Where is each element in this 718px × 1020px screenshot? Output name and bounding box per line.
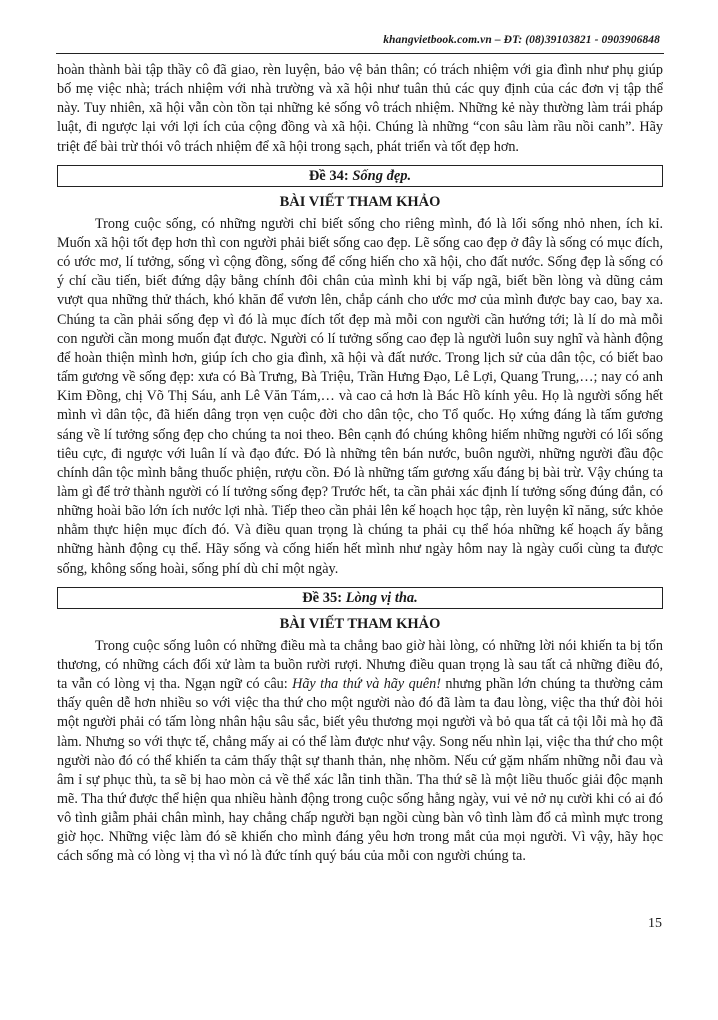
- topic-label: Đề 34:: [308, 167, 349, 184]
- topic-box-34: [57, 165, 663, 187]
- section-heading-34: BÀI VIẾT THAM KHẢO: [279, 193, 441, 210]
- page-content: [57, 61, 663, 867]
- proverb-quote: Hãy tha thứ và hãy quên!: [292, 676, 441, 693]
- intro-paragraph: hoàn thành bài tập thầy cô đã giao, rèn luyện, bảo vệ bản thân; có trách nhiệm với gia đình như phụ giúp bố mẹ việc nhà; trách nhiệm với nhà trường và xã hội như tuân thủ các quy định của các đơn vị tập thể này. Tuy nhiên, xã hội vẫn còn tồn tại những kẻ sống vô trách nhiệm. Những kẻ này thường làm trái pháp luật, đi ngược lại với lợi ích của cộng đồng và xã hội. Chúng là những “con sâu làm rầu nồi canh”. Hãy triệt để bài trừ thói vô trách nhiệm để xã hội trong sạch, phát triển và tốt đẹp hơn.: [57, 62, 663, 155]
- essay-text-part1: Trong cuộc sống luôn có những điều mà ta chẳng bao giờ hài lòng, có những lời nói khiến ta bị tổn thương, có những cách đối xử làm ta buồn rười rượi. Nhưng điều quan trọng là sau tất cả những điều đó, ta vẫn có lòng vị tha. Ngạn ngữ có câu:: [57, 637, 663, 693]
- topic-title: Lòng vị tha.: [345, 589, 418, 606]
- section-heading-35: BÀI VIẾT THAM KHẢO: [279, 615, 441, 632]
- page-header: khangvietbook.com.vn – ĐT: (08)39103821 - 0903906848: [383, 34, 660, 46]
- essay-paragraph-34: Trong cuộc sống, có những người chỉ biết sống cho riêng mình, đó là lối sống nhỏ nhen, ích kỉ. Muốn xã hội tốt đẹp hơn thì con người phải biết sống cao đẹp. Lẽ sống cao đẹp ở đây là sống có mục đích, có ước mơ, lí tưởng, sống vì cộng đồng, sống để cống hiến cho xã hội, cho đất nước. Sống đẹp là sống có ý chí cầu tiến, biết đứng dậy bằng chính đôi chân của mình khi bị vấp ngã, biết bền lòng và dũng cảm vượt qua những thử thách, khó khăn để vươn lên, chắp cánh cho ước mơ của mình được bay cao, bay xa. Chúng ta cần phải sống đẹp vì đó là mục đích tốt đẹp mà mỗi con người cần hướng tới; là lí do mà mỗi con người cần mong muốn đạt được. Người có lí tưởng sống cao đẹp là người luôn suy nghĩ và hành động để hoàn thiện mình hơn, giúp ích cho gia đình, xã hội và đất nước. Trong lịch sử của dân tộc, có biết bao tấm gương về sống đẹp: xưa có Bà Trưng, Bà Triệu, Trần Hưng Đạo, Lê Lợi, Quang Trung,…; nay có anh Kim Đồng, chị Võ Thị Sáu, anh Lê Văn Tám,… và cao cả hơn là Bác Hồ kính yêu. Họ là người sống hết mình vì dân tộc, đã hiến dâng trọn vẹn cuộc đời cho dân tộc, cho Tổ quốc. Họ xứng đáng là tấm gương sáng về lí tưởng sống đẹp cho chúng ta noi theo. Bên cạnh đó chúng không hiếm những người có lối sống tiêu cực, đi ngược với luân lí và đạo đức. Đó là những tên bán nước, buôn người, những người đầu độc chính dân tộc mình bằng thuốc phiện, rượu cồn. Đó là những tấm gương xấu đáng bị bài trừ. Vậy chúng ta làm gì để trở thành người có lí tưởng sống đẹp? Trước hết, ta cần phải xác định lí tưởng sống đúng đắn, có những hoài bão lớn ích nước lợi nhà. Tiếp theo cần phải lên kế hoạch học tập, rèn luyện kĩ năng, sức khỏe nhằm thực hiện mục đích đó. Và điều quan trọng là chúng ta phải cụ thể hóa những kế hoạch ấy bằng những hành động cụ thể. Hãy sống và cống hiến hết mình như ngày hôm nay là ngày cuối cùng ta được sống, không sống hoài, sống phí dù chỉ một ngày.: [57, 215, 663, 577]
- essay-paragraph-35: [57, 637, 663, 867]
- topic-box-35: [57, 587, 663, 609]
- topic-title: Sống đẹp.: [352, 167, 412, 184]
- topic-label: Đề 35:: [302, 589, 343, 606]
- header-divider: [56, 53, 664, 54]
- essay-text-part2: nhưng phần lớn chúng ta thường cảm thấy quên dễ hơn nhiều so với việc tha thứ cho một người nào đó đã làm ta đau lòng, việc tha thứ đòi hỏi một người phải có tấm lòng nhân hậu sâu sắc, biết yêu thương mọi người và bỏ qua tất cả tội lỗi mà họ đã làm. Nhưng so với thực tế, chẳng mấy ai có thể làm được như vậy. Song nếu nhìn lại, việc tha thứ cho một người nào đó có thể khiến ta cảm thấy thật sự thanh thản, nhẹ nhõm. Nếu cứ gặm nhấm những nỗi đau và âm ỉ sự phục thù, ta sẽ bị hao mòn cả về thể xác lẫn tinh thần. Tha thứ sẽ là một liều thuốc giải độc mạnh mẽ. Tha thứ được thể hiện qua nhiều hành động trong cuộc sống hằng ngày, vui vẻ nở nụ cười khi có ai đó vô tình giẫm phải chân mình, hay chẳng chấp người bạn ngồi cùng bàn vô tình làm đổ cả mình mực trong giờ học. Những việc làm đó sẽ khiến cho mình đáng yêu hơn trong mắt của mọi người. Vì vậy, hãy học cách sống mà có lòng vị tha vì nó là đức tính quý báu của mỗi con người chúng ta.: [57, 676, 664, 865]
- page-number: 15: [648, 916, 662, 931]
